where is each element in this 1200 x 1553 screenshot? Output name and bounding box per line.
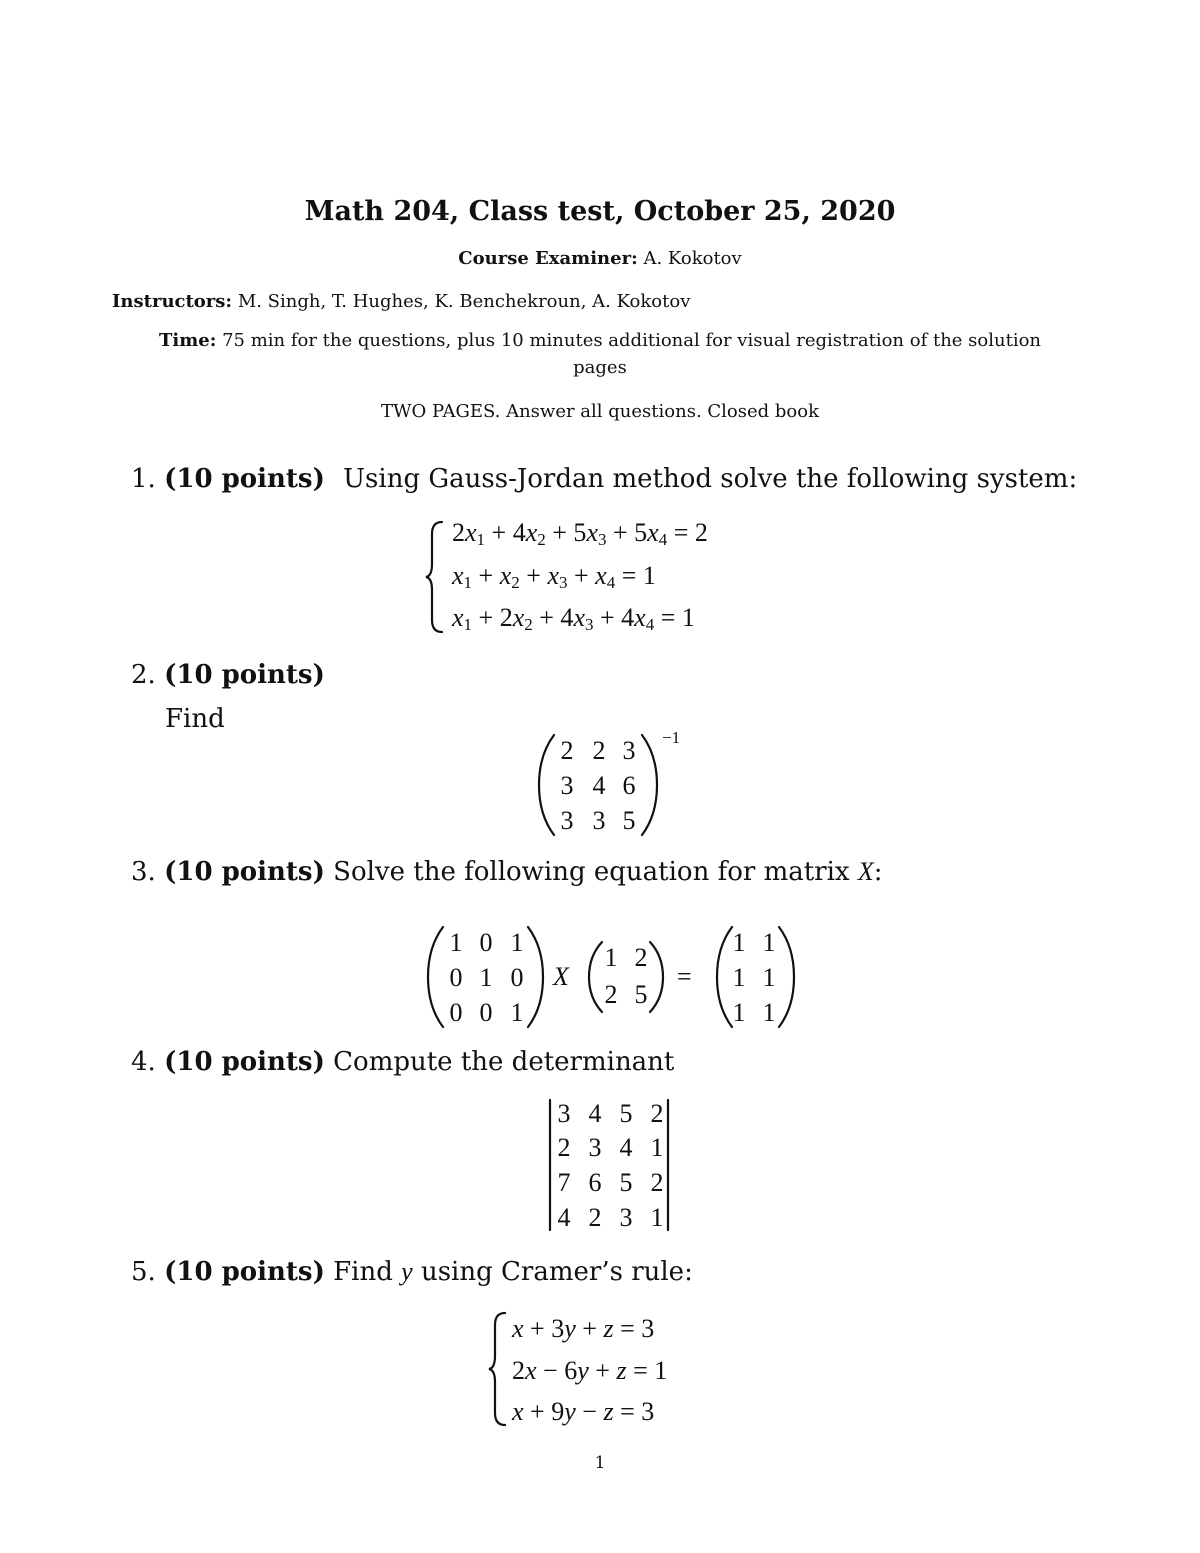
matrix-exponent: −1: [662, 728, 681, 747]
matrix-cell: 2: [650, 1099, 664, 1128]
question-number: 3.: [131, 857, 156, 887]
matrix-cell: 1: [650, 1133, 664, 1162]
time-line-1: [0, 330, 1200, 351]
matrix-cell: 0: [449, 963, 463, 992]
matrix-cell: 3: [560, 806, 574, 835]
matrix-cell: 4: [592, 771, 606, 800]
matrix-cell: 1: [650, 1203, 664, 1232]
unknown-variable: y: [401, 1257, 413, 1286]
matrix-cell: 0: [510, 963, 524, 992]
system-equation: $2x_1 + 4x_2 + 5x_3 + 5x_4 = 2$: [452, 518, 708, 549]
course-examiner: [0, 248, 1200, 269]
question-text: Compute the determinant: [333, 1047, 675, 1077]
question-text: Find: [333, 1257, 393, 1287]
question-text: Using Gauss-Jordan method solve the following system:: [343, 464, 1078, 494]
question-2: [131, 660, 325, 690]
matrix-cell: 4: [619, 1133, 633, 1162]
matrix-cell: 5: [619, 1168, 633, 1197]
matrix-cell: 2: [560, 736, 574, 765]
examiner-name: A. Kokotov: [643, 248, 742, 269]
matrix-cell: 0: [479, 928, 493, 957]
system-equation: 2x − 6y + z = 1: [512, 1356, 668, 1385]
question-4: [131, 1047, 674, 1077]
question-points: (10 points): [164, 1047, 325, 1077]
matrix-cell: 0: [479, 998, 493, 1027]
matrix-cell: 0: [449, 998, 463, 1027]
matrix-cell: 6: [622, 771, 636, 800]
matrix-cell: 1: [510, 928, 524, 957]
matrix-cell: 1: [479, 963, 493, 992]
matrix-cell: 2: [588, 1203, 602, 1232]
instructions: TWO PAGES. Answer all questions. Closed book: [381, 401, 819, 422]
question-points: (10 points): [164, 660, 325, 690]
matrix-cell: 3: [619, 1203, 633, 1232]
question-5: [131, 1257, 693, 1287]
matrix-cell: 3: [557, 1099, 571, 1128]
matrix-cell: 2: [634, 943, 648, 972]
matrix-cell: 2: [592, 736, 606, 765]
variable-x: X: [553, 962, 569, 991]
question-number: 2.: [131, 660, 156, 690]
matrix-cell: 5: [619, 1099, 633, 1128]
system-equation: x + 9y − z = 3: [512, 1397, 655, 1426]
question-text: Solve the following equation for matrix: [333, 857, 850, 887]
matrix-cell: 1: [762, 928, 776, 957]
matrix-cell: 4: [557, 1203, 571, 1232]
matrix-variable: X: [857, 857, 874, 886]
right-paren: [526, 925, 546, 1029]
question-text-end: using Cramer’s rule:: [420, 1257, 693, 1287]
time-line-2: pages: [573, 357, 627, 378]
matrix-cell: 2: [650, 1168, 664, 1197]
instructors-label: Instructors:: [112, 291, 233, 312]
examiner-label: Course Examiner:: [458, 248, 638, 269]
left-brace: [424, 520, 446, 635]
system-equation: $x_1 + 2x_2 + 4x_3 + 4x_4 = 1$: [452, 603, 695, 634]
question-number: 4.: [131, 1047, 156, 1077]
question-text: Find: [165, 704, 225, 734]
matrix-cell: 3: [560, 771, 574, 800]
left-brace: [487, 1311, 509, 1427]
question-number: 5.: [131, 1257, 156, 1287]
question-1: [131, 464, 1077, 494]
matrix-cell: 1: [732, 928, 746, 957]
matrix-cell: 7: [557, 1168, 571, 1197]
matrix-cell: 3: [592, 806, 606, 835]
question-text-end: :: [873, 857, 883, 887]
matrix-cell: 1: [449, 928, 463, 957]
right-paren: [640, 733, 660, 837]
page-number: 1: [594, 1453, 606, 1473]
matrix-cell: 1: [762, 963, 776, 992]
right-paren: [648, 940, 666, 1014]
matrix-cell: 3: [622, 736, 636, 765]
matrix-cell: 1: [762, 998, 776, 1027]
determinant-right-bar: [666, 1098, 670, 1232]
matrix-cell: 2: [557, 1133, 571, 1162]
time-label: Time:: [158, 330, 217, 351]
matrix-cell: 3: [588, 1133, 602, 1162]
matrix-cell: 4: [588, 1099, 602, 1128]
instructors-names: M. Singh, T. Hughes, K. Benchekroun, A. Kokotov: [237, 291, 691, 312]
question-3: [131, 857, 883, 887]
matrix-variable: [553, 962, 569, 992]
system-equation: $x_1 + x_2 + x_3 + x_4 = 1$: [452, 561, 656, 592]
time-text: 75 min for the questions, plus 10 minutes additional for visual registration of the solution: [222, 330, 1042, 351]
matrix-cell: 1: [732, 963, 746, 992]
matrix-cell: 5: [634, 980, 648, 1009]
right-paren: [777, 925, 797, 1029]
question-points: (10 points): [164, 1257, 325, 1287]
matrix-cell: 1: [604, 943, 618, 972]
matrix-cell: 5: [622, 806, 636, 835]
question-number: 1.: [131, 464, 156, 494]
system-equation: x + 3y + z = 3: [512, 1314, 655, 1343]
matrix-cell: 1: [732, 998, 746, 1027]
matrix-cell: 6: [588, 1168, 602, 1197]
page-title: Math 204, Class test, October 25, 2020: [304, 196, 896, 227]
question-points: (10 points): [164, 857, 325, 887]
question-points: (10 points): [164, 464, 325, 494]
matrix-cell: 1: [510, 998, 524, 1027]
equals-sign: =: [677, 962, 692, 991]
instructors: [112, 291, 690, 312]
matrix-cell: 2: [604, 980, 618, 1009]
